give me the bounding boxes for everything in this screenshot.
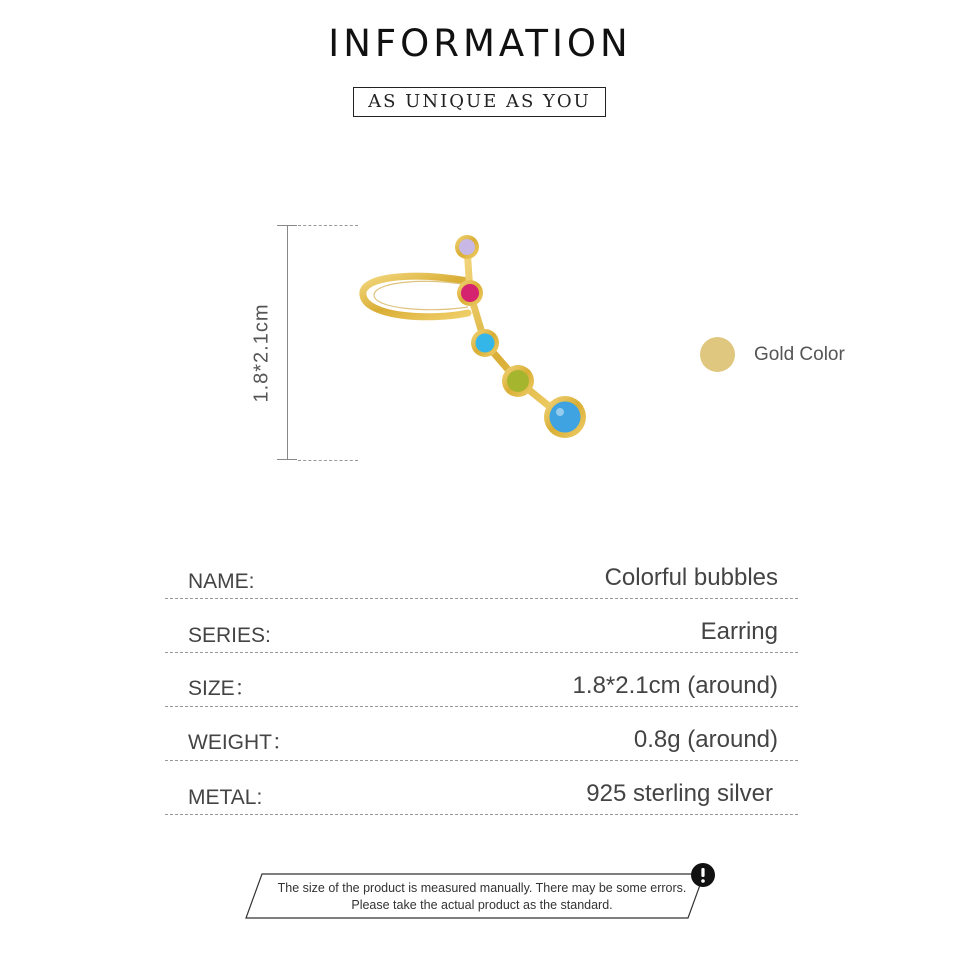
dimension-guide-top	[298, 225, 358, 226]
exclamation-icon	[691, 863, 715, 887]
dimension-line	[287, 225, 288, 460]
spec-value: 1.8*2.1cm (around)	[572, 672, 778, 699]
spec-label: NAME:	[188, 570, 255, 593]
spec-row-metal	[165, 774, 798, 815]
dimension-tick-bottom	[277, 459, 297, 460]
gold-color-swatch	[700, 337, 735, 372]
measurement-notice	[252, 880, 712, 914]
spec-label: SIZE：	[188, 677, 256, 700]
spec-label: METAL:	[188, 786, 263, 809]
page-subtitle: AS UNIQUE AS YOU	[353, 87, 606, 117]
stone-aqua	[471, 329, 499, 357]
stone-lavender	[455, 235, 479, 259]
spec-row-name	[165, 558, 798, 599]
stone-olive	[502, 365, 534, 397]
spec-label: WEIGHT：	[188, 731, 293, 754]
dimension-label: 1.8*2.1cm	[250, 303, 273, 403]
spec-row-weight	[165, 720, 798, 761]
spec-row-series	[165, 612, 798, 653]
earring-image	[350, 225, 600, 465]
stone-pink	[457, 280, 483, 306]
notice-line-1: The size of the product is measured manually. There may be some errors.	[277, 881, 687, 895]
spec-row-size	[165, 666, 798, 707]
notice-line-2: Please take the actual product as the standard.	[351, 898, 613, 912]
spec-value: 925 sterling silver	[586, 780, 773, 807]
dimension-tick-top	[277, 225, 297, 226]
spec-label: SERIES:	[188, 624, 271, 647]
dimension-guide-bottom	[298, 460, 358, 461]
page-title: INFORMATION	[328, 22, 632, 65]
spec-value: Colorful bubbles	[604, 564, 778, 591]
stone-blue	[544, 396, 586, 438]
color-label: Gold Color	[754, 344, 845, 365]
spec-value: 0.8g (around)	[633, 726, 778, 753]
spec-value: Earring	[700, 618, 778, 645]
